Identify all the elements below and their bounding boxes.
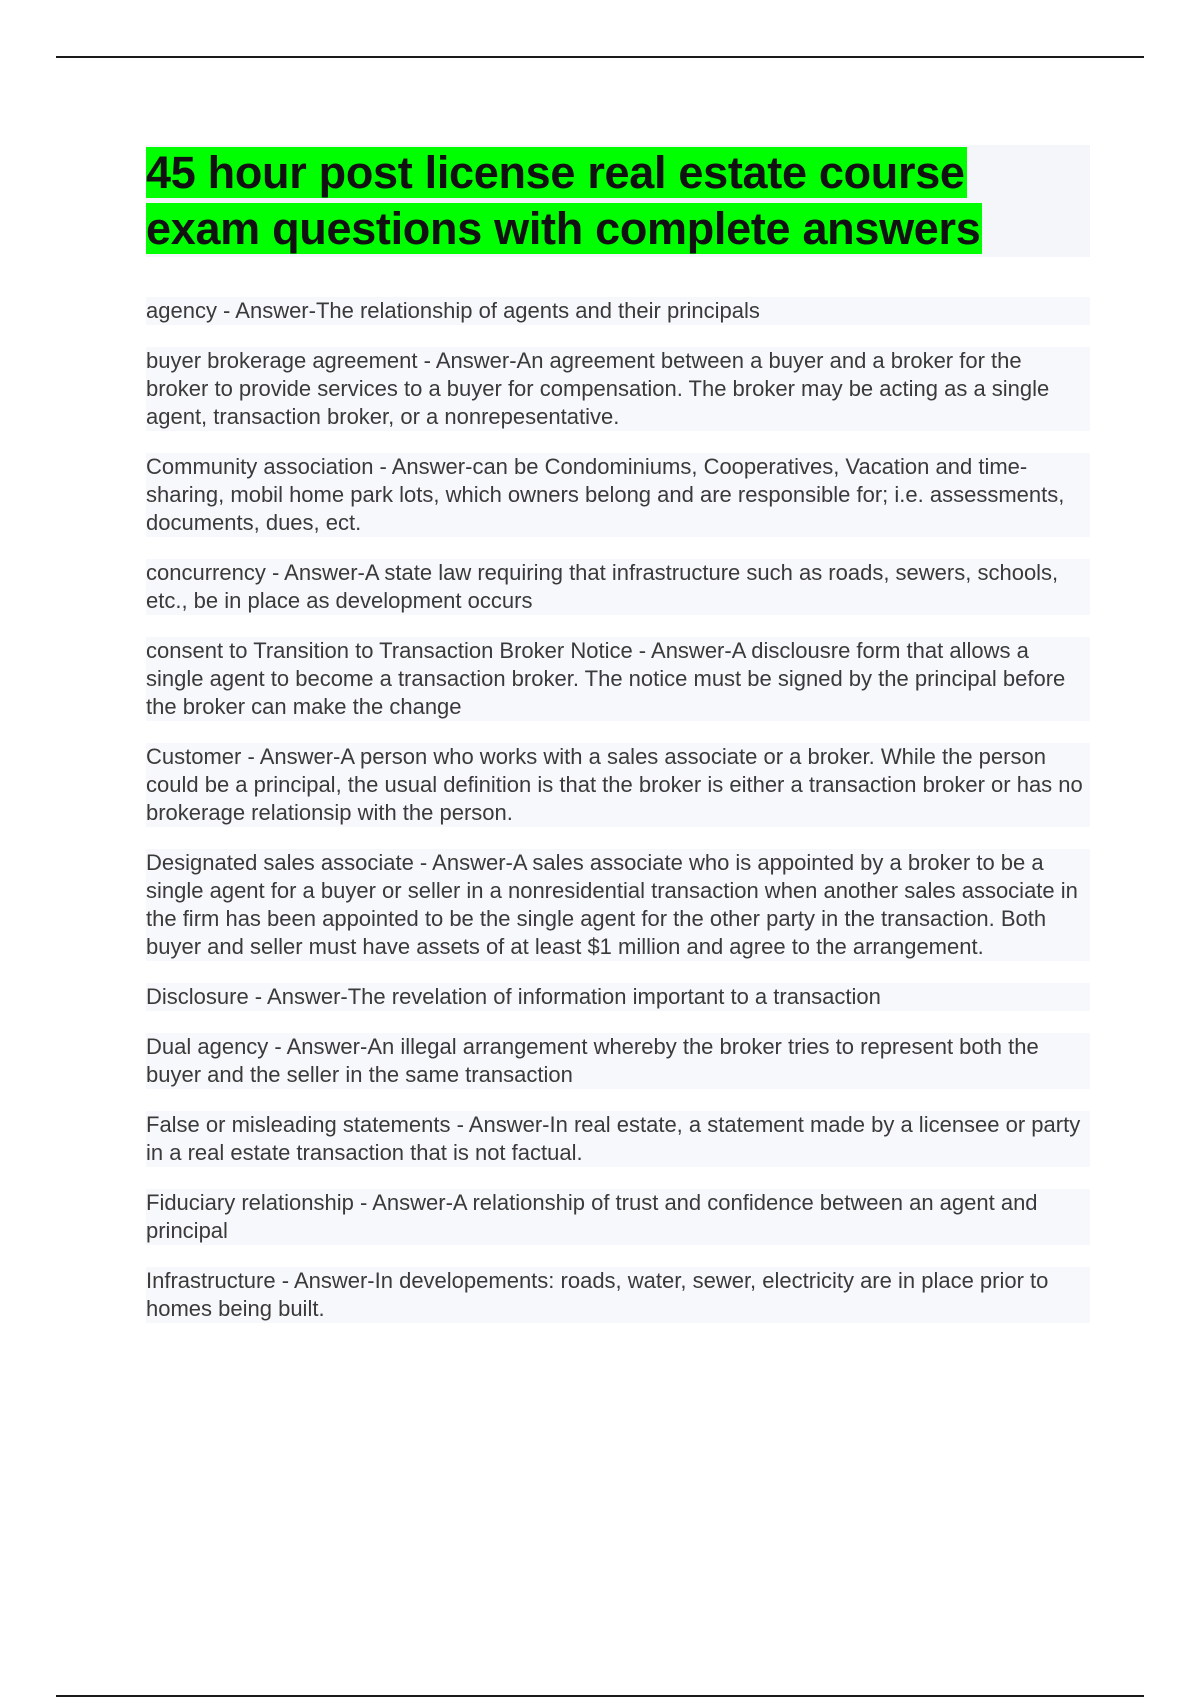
top-rule <box>56 56 1144 58</box>
title-block <box>146 145 1090 257</box>
entry-disclosure: Disclosure - Answer-The revelation of information important to a transaction <box>146 983 1090 1011</box>
entry-designated-sales-associate: Designated sales associate - Answer-A sales associate who is appointed by a broker to be a single agent for a buyer or seller in a nonresidential transaction when another sales associate in the firm has been appointed to be the single agent for the other party in the transaction. Both buyer and seller must have assets of at least $1 million and agree to the arrangement. <box>146 849 1090 961</box>
entry-concurrency: concurrency - Answer-A state law requiring that infrastructure such as roads, sewers, schools, etc., be in place as development occurs <box>146 559 1090 615</box>
document-body <box>146 145 1090 1345</box>
bottom-rule <box>56 1695 1144 1697</box>
entry-customer: Customer - Answer-A person who works with a sales associate or a broker. While the person could be a principal, the usual definition is that the broker is either a transaction broker or has no brokerage relationsip with the person. <box>146 743 1090 827</box>
entry-buyer-brokerage-agreement: buyer brokerage agreement - Answer-An agreement between a buyer and a broker for the broker to provide services to a buyer for compensation. The broker may be acting as a single agent, transaction broker, or a nonrepesentative. <box>146 347 1090 431</box>
document-title <box>146 145 1090 257</box>
entry-false-or-misleading-statements: False or misleading statements - Answer-In real estate, a statement made by a licensee or party in a real estate transaction that is not factual. <box>146 1111 1090 1167</box>
entry-fiduciary-relationship: Fiduciary relationship - Answer-A relationship of trust and confidence between an agent and principal <box>146 1189 1090 1245</box>
entry-consent-to-transition: consent to Transition to Transaction Broker Notice - Answer-A disclousre form that allows a single agent to become a transaction broker. The notice must be signed by the principal before the broker can make the change <box>146 637 1090 721</box>
entry-agency: agency - Answer-The relationship of agents and their principals <box>146 297 1090 325</box>
document-title-text: 45 hour post license real estate course exam questions with complete answers <box>146 147 981 254</box>
entry-dual-agency: Dual agency - Answer-An illegal arrangement whereby the broker tries to represent both the buyer and the seller in the same transaction <box>146 1033 1090 1089</box>
entry-community-association: Community association - Answer-can be Condominiums, Cooperatives, Vacation and time-sharing, mobil home park lots, which owners belong and are responsible for; i.e. assessments, documents, dues, ect. <box>146 453 1090 537</box>
entry-infrastructure: Infrastructure - Answer-In developements: roads, water, sewer, electricity are in place prior to homes being built. <box>146 1267 1090 1323</box>
